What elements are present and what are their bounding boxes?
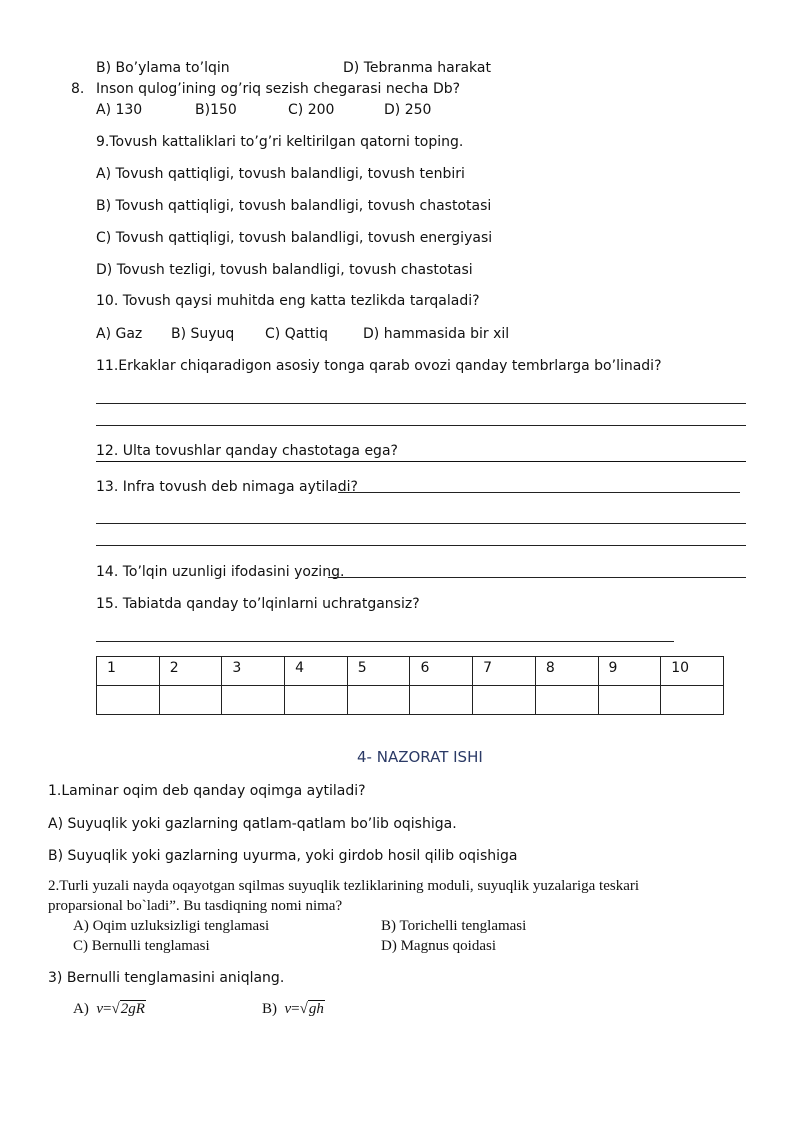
- s4q3-question: 3) Bernulli tenglamasini aniqlang.: [48, 970, 285, 986]
- s4q3-option-a-label: A): [73, 1001, 89, 1017]
- answer-cell[interactable]: [598, 686, 661, 715]
- answer-table-header: 2: [159, 657, 222, 686]
- s4q2-option-c: C) Bernulli tenglamasi: [73, 938, 210, 954]
- answer-table-header-row: [97, 657, 724, 686]
- s4q1-option-a: A) Suyuqlik yoki gazlarning qatlam-qatlam bo’lib oqishiga.: [48, 816, 457, 832]
- q8-option-c: C) 200: [288, 102, 335, 118]
- answer-table: [96, 656, 724, 715]
- s4q3-option-b: B) v=√gh: [262, 1001, 324, 1017]
- answer-table-header: 8: [535, 657, 598, 686]
- q13-answer-line-2[interactable]: [96, 545, 746, 546]
- answer-table-header: 7: [473, 657, 536, 686]
- answer-table-header: 5: [347, 657, 410, 686]
- answer-cell[interactable]: [347, 686, 410, 715]
- answer-table-header: 10: [661, 657, 724, 686]
- s4q2-question-line-1: 2.Turli yuzali nayda oqayotgan sqilmas suyuqlik tezliklarining moduli, suyuqlik yuzalariga teskari: [48, 878, 640, 894]
- q13-answer-line-inline[interactable]: [338, 492, 740, 493]
- q11-question: 11.Erkaklar chiqaradigon asosiy tonga qarab ovozi qanday tembrlarga bo’linadi?: [96, 358, 662, 374]
- q14-answer-line[interactable]: [328, 577, 746, 578]
- s4q2-question-line-2: proparsional bo`ladi”. Bu tasdiqning nomi nima?: [48, 898, 343, 914]
- section-title: 4- NAZORAT ISHI: [357, 748, 483, 766]
- s4q3-option-a-radicand: 2gR: [120, 1001, 145, 1017]
- s4q1-option-b: B) Suyuqlik yoki gazlarning uyurma, yoki girdob hosil qilib oqishiga: [48, 848, 518, 864]
- answer-table-header: 4: [285, 657, 348, 686]
- q8-option-b: B)150: [195, 102, 237, 118]
- q11-answer-line-1[interactable]: [96, 403, 746, 404]
- answer-cell[interactable]: [473, 686, 536, 715]
- answer-table-header: 1: [97, 657, 160, 686]
- answer-cell[interactable]: [285, 686, 348, 715]
- q10-question: 10. Tovush qaysi muhitda eng katta tezlikda tarqaladi?: [96, 293, 480, 309]
- q8-option-d: D) 250: [384, 102, 432, 118]
- q8-question: Inson qulog’ining og’riq sezish chegarasi necha Db?: [96, 81, 461, 97]
- q10-option-a: A) Gaz: [96, 326, 143, 342]
- q14-question: 14. To’lqin uzunligi ifodasini yozing.: [96, 564, 345, 580]
- s4q3-option-a: A) v=√2gR: [73, 1001, 145, 1017]
- s4q2-option-a: A) Oqim uzluksizligi tenglamasi: [73, 918, 270, 934]
- q8-number: 8.: [71, 81, 85, 97]
- q11-answer-line-2[interactable]: [96, 425, 746, 426]
- answer-cell[interactable]: [222, 686, 285, 715]
- answer-cell[interactable]: [159, 686, 222, 715]
- answer-cell[interactable]: [410, 686, 473, 715]
- s4q2-option-b: B) Torichelli tenglamasi: [381, 918, 527, 934]
- q9-question: 9.Tovush kattaliklari to’g’ri keltirilgan qatorni toping.: [96, 134, 464, 150]
- q9-option-c: C) Tovush qattiqligi, tovush balandligi, tovush energiyasi: [96, 230, 493, 246]
- q15-question: 15. Tabiatda qanday to’lqinlarni uchratgansiz?: [96, 596, 420, 612]
- s4q3-option-b-radicand: gh: [308, 1001, 324, 1017]
- q12-question: 12. Ulta tovushlar qanday chastotaga ega?: [96, 443, 398, 459]
- answer-table-header: 3: [222, 657, 285, 686]
- q7-option-d: D) Tebranma harakat: [343, 60, 491, 76]
- q10-option-b: B) Suyuq: [171, 326, 235, 342]
- q9-option-d: D) Tovush tezligi, tovush balandligi, tovush chastotasi: [96, 262, 473, 278]
- answer-table-header: 6: [410, 657, 473, 686]
- answer-cell[interactable]: [535, 686, 598, 715]
- q10-option-d: D) hammasida bir xil: [363, 326, 510, 342]
- q8-option-a: A) 130: [96, 102, 143, 118]
- answer-cell[interactable]: [661, 686, 724, 715]
- q15-answer-line[interactable]: [96, 641, 674, 642]
- q7-option-b: B) Bo’ylama to’lqin: [96, 60, 230, 76]
- s4q3-option-b-lhs: v: [284, 1001, 292, 1017]
- q13-answer-line-1[interactable]: [96, 523, 746, 524]
- answer-table-header: 9: [598, 657, 661, 686]
- answer-table-input-row: [97, 686, 724, 715]
- q9-option-b: B) Tovush qattiqligi, tovush balandligi, tovush chastotasi: [96, 198, 492, 214]
- s4q1-question: 1.Laminar oqim deb qanday oqimga aytiladi?: [48, 783, 366, 799]
- answer-cell[interactable]: [97, 686, 160, 715]
- q9-option-a: A) Tovush qattiqligi, tovush balandligi, tovush tenbiri: [96, 166, 465, 182]
- q13-question: 13. Infra tovush deb nimaga aytiladi?: [96, 479, 358, 495]
- q12-answer-line[interactable]: [96, 461, 746, 462]
- s4q3-option-a-lhs: v: [96, 1001, 103, 1017]
- s4q3-option-b-label: B): [262, 1001, 277, 1017]
- q10-option-c: C) Qattiq: [265, 326, 329, 342]
- s4q2-option-d: D) Magnus qoidasi: [381, 938, 496, 954]
